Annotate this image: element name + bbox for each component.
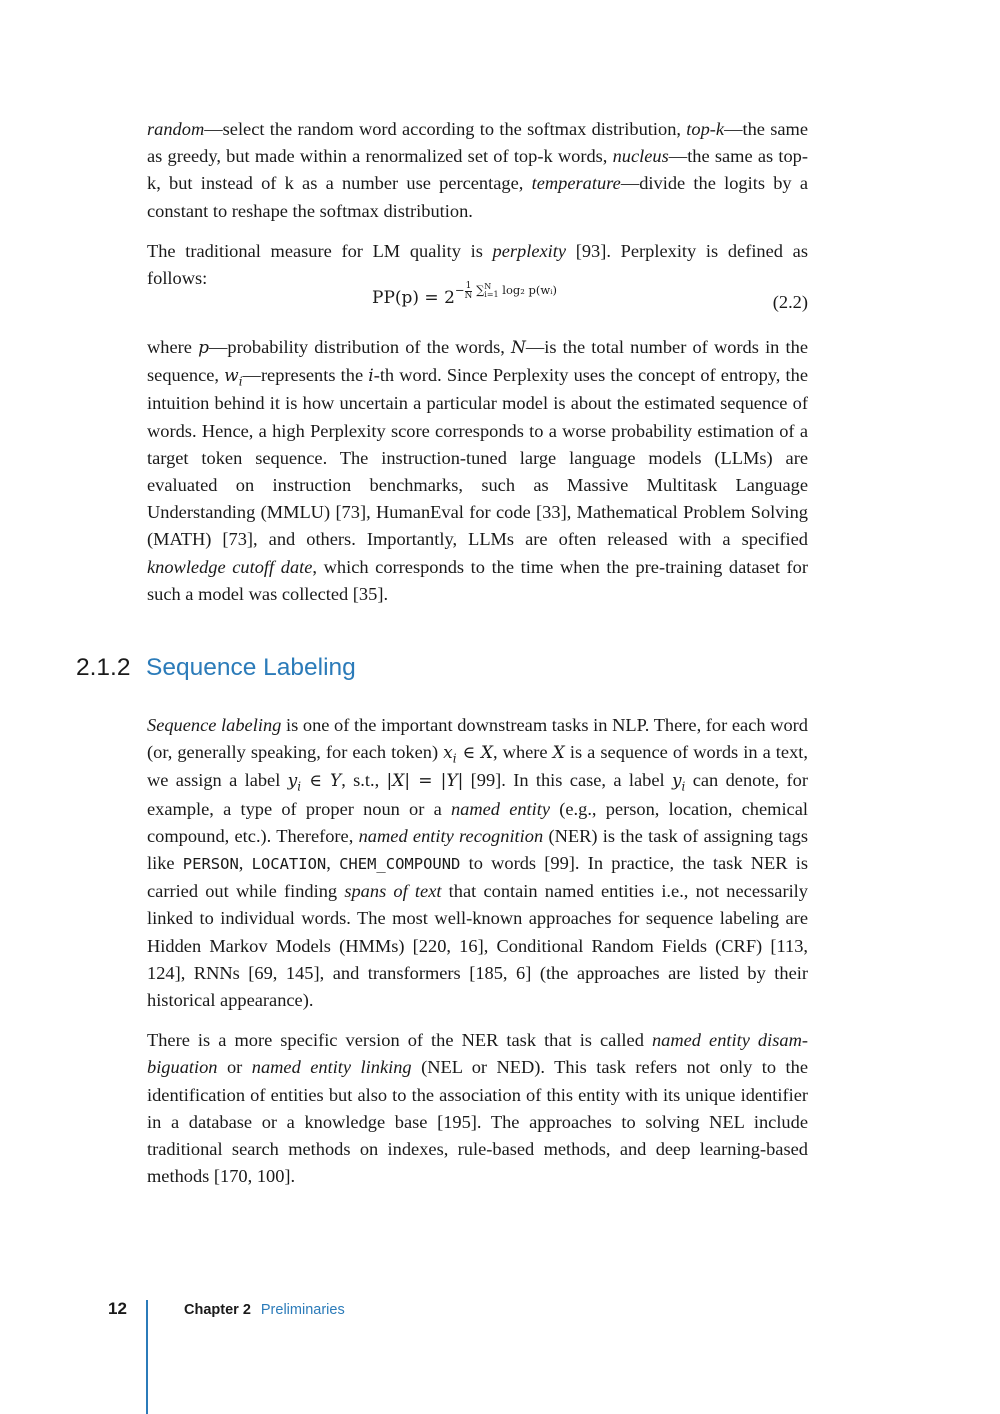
text-block-top	[147, 116, 808, 292]
text-run: , s.t.,	[341, 770, 387, 791]
text-run: —is the total number of words in the sequence,	[147, 337, 808, 386]
math-p: p	[198, 338, 209, 358]
text-run: —the same as greedy, but made within a renormalized set of top-k words,	[147, 119, 808, 167]
text-block-perplexity	[147, 334, 808, 608]
fraction-denominator: N	[464, 290, 473, 301]
text-run: There is a more specific version of the NER task that is called	[147, 1030, 652, 1051]
fraction-numerator: 1	[465, 280, 472, 291]
text-run: The traditional measure for LM quality is	[147, 240, 493, 261]
text-run: (NEL or NED). This task refers not only to the identification of entities but also to the association of this entity with its unique identifier in a database or a knowledge base [195]. The approaches to solving NEL include traditional search methods on indexes, rule-based methods, and deep learning-based methods [170, 100].	[147, 1057, 808, 1187]
text-run: is a sequence of words in a text, we assign a label	[147, 742, 808, 791]
text-run: is one of the important downstream tasks in NLP. There, for each word (or, generally speaking, for each token)	[147, 715, 808, 763]
text-run: —the same as top-k, but instead of k as a number use percentage,	[147, 146, 808, 194]
sum-lower-limit: i=1	[484, 290, 499, 299]
text-run: (NER) is the task of assigning tags like	[147, 825, 808, 874]
text-run: to words [99]. In practice, the task NER is carried out while finding	[147, 853, 808, 902]
text-run: , which corresponds to the time when the pre-training dataset for such a model was collected [35].	[147, 556, 808, 604]
footer-rule	[146, 1300, 148, 1414]
term-named-entity-disambiguation: named entity disambiguation	[147, 1030, 808, 1078]
exponent-fraction	[465, 282, 473, 301]
section-number: 2.1.2	[76, 654, 131, 681]
text-run: [93]. Perplexity is defined as follows:	[147, 240, 808, 289]
text-run: , where	[493, 742, 553, 763]
text-run: ,	[326, 853, 340, 874]
term-top-k: top-k	[686, 119, 725, 139]
term-sequence-labeling: Sequence labeling	[147, 715, 282, 735]
math-subscript-i: i	[452, 751, 457, 766]
text-run: —represents the	[242, 365, 369, 386]
running-footer	[184, 1302, 345, 1318]
math-n: N	[511, 338, 526, 358]
paragraph-sampling-methods	[147, 116, 808, 225]
text-run: or	[217, 1057, 252, 1078]
math-w: w	[224, 366, 239, 387]
text-run: —probability distribution of the words,	[208, 337, 511, 357]
term-spans-of-text: spans of text	[344, 881, 442, 902]
term-nucleus: nucleus	[612, 146, 669, 167]
math-in-x: ∈ X	[456, 743, 494, 764]
paragraph-perplexity-explanation	[147, 334, 808, 608]
equation-exponent	[454, 280, 558, 301]
math-subscript-i: i	[238, 374, 243, 389]
tag-chem-compound: CHEM_COMPOUND	[339, 855, 461, 874]
text-run: —select the random word according to the softmax distribution,	[204, 119, 687, 139]
term-perplexity: perplexity	[492, 240, 567, 261]
text-run: (e.g., person, location, chemical compound, etc.). Therefore,	[147, 798, 808, 846]
text-run: -th word. Since Perplexity uses the concept of entropy, the intuition behind it is how uncertain a particular model is about the estimated sequence of words. Hence, a high Perplexity score corresponds to a worse probability estimation of a target token sequence. The instruction-tuned large language models (LLMs) are evaluated on instruction benchmarks, such as Massive Multitask Language Understanding (MMLU) [73], HumanEval for code [33], Mathematical Problem Solving (MATH) [73], and others. Importantly, LLMs are often released with a specified	[147, 365, 809, 550]
text-run: —divide the logits by a constant to reshape the softmax distribution.	[147, 173, 808, 221]
math-x: x	[443, 743, 453, 764]
math-y: y	[671, 771, 682, 792]
math-x-set: X	[552, 743, 565, 764]
term-named-entity: named entity	[450, 798, 551, 819]
term-named-entity-linking: named entity linking	[251, 1057, 412, 1078]
exponent-log-term: log₂ p(wᵢ)	[498, 283, 558, 297]
sum-upper-limit: N	[484, 282, 492, 291]
term-temperature: temperature	[531, 173, 621, 194]
math-cardinality-equality: |X| = |Y|	[386, 771, 464, 792]
math-y: y	[287, 771, 298, 792]
text-run: ,	[238, 853, 252, 874]
term-random: random	[147, 119, 205, 139]
equation-formula	[372, 280, 558, 310]
section-title: Sequence Labeling	[146, 654, 356, 681]
section-heading	[76, 654, 356, 682]
sum-symbol: ∑	[476, 283, 485, 297]
term-named-entity-recognition: named entity recognition	[358, 825, 544, 846]
paragraph-sequence-labeling	[147, 712, 808, 1014]
equation-number: (2.2)	[772, 292, 808, 312]
math-in-y: ∈ Y	[301, 771, 342, 792]
page-number: 12	[108, 1299, 127, 1318]
chapter-name: Preliminaries	[260, 1302, 345, 1318]
chapter-label: Chapter 2	[184, 1302, 251, 1318]
math-subscript-i: i	[681, 780, 686, 795]
tag-location: LOCATION	[251, 855, 327, 874]
math-i: i	[368, 366, 374, 387]
tag-person: PERSON	[182, 855, 239, 874]
text-run: [99]. In this case, a label	[463, 770, 672, 791]
equation-perplexity	[147, 280, 808, 320]
exponent-sign: −	[454, 283, 465, 297]
text-run: can denote, for example, a type of proper noun or a	[147, 770, 808, 819]
text-run: that contain named entities i.e., not necessarily linked to individual words. The most well-known approaches for sequence labeling are Hidden Markov Models (HMMs) [220, 16], Conditional Random Fields (CRF) [113, 124], RNNs [69, 145], and transformers [185, 6] (the approaches are listed by their historical appearance).	[147, 881, 808, 1011]
text-block-sequence-labeling	[147, 712, 808, 1190]
paragraph-named-entity-linking	[147, 1027, 808, 1190]
text-run: where	[147, 337, 199, 357]
math-subscript-i: i	[297, 780, 302, 795]
equation-lhs: PP(p) = 2	[372, 288, 455, 308]
term-knowledge-cutoff-date: knowledge cutoff date	[147, 556, 313, 577]
